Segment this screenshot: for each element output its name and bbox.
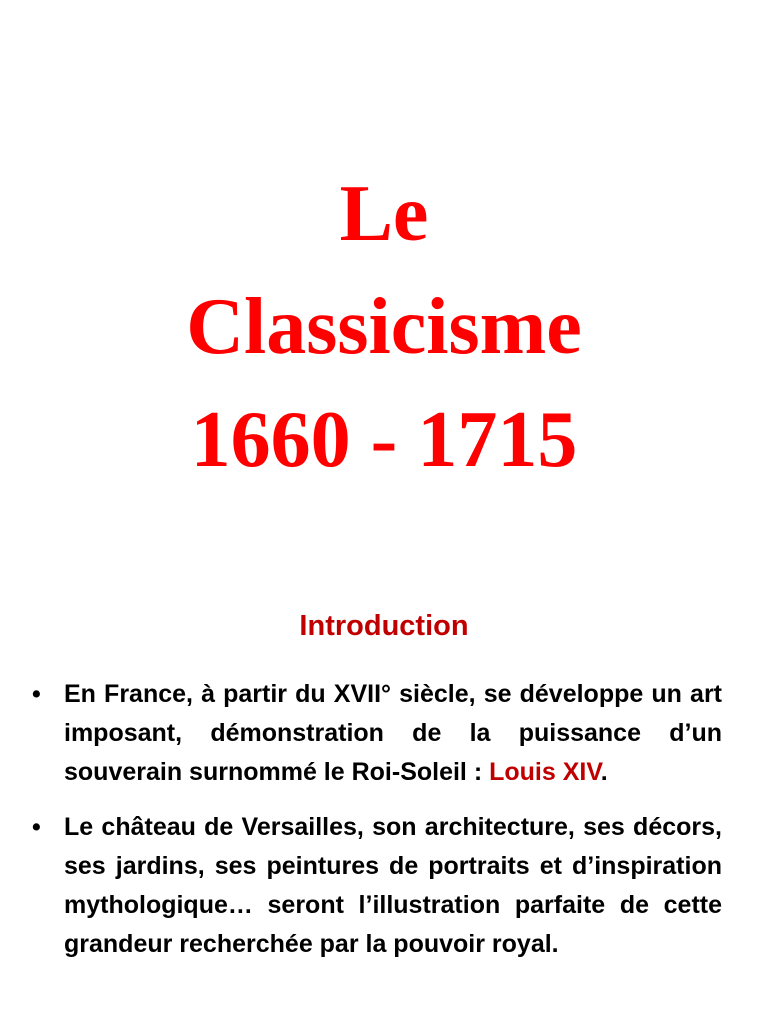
bullet-list [30, 675, 722, 980]
title-line-2: Classicisme [186, 283, 582, 371]
bullet-marker: • [32, 680, 41, 708]
bullet-item [30, 675, 722, 792]
highlighted-name: Louis XIV [489, 758, 601, 786]
section-heading: Introduction [299, 610, 469, 642]
bullet-end: . [600, 758, 608, 786]
bullet-marker: • [32, 813, 41, 841]
bullet-text: Le château de Versailles, son architecture, ses décors, ses jardins, ses peintures de portraits et d’inspiration mythologique… seront l’illustration parfaite de cette grandeur recherchée par la pouvoir royal. [64, 813, 722, 958]
bullet-text: En France, à partir du XVII° siècle, se développe un art imposant, démonstration de la puissance d’un souverain surnommé le Roi-Soleil : [64, 680, 722, 786]
title-line-3: 1660 - 1715 [190, 396, 578, 484]
title-line-1: Le [339, 170, 429, 258]
bullet-item [30, 808, 722, 964]
slide-title [0, 158, 768, 497]
